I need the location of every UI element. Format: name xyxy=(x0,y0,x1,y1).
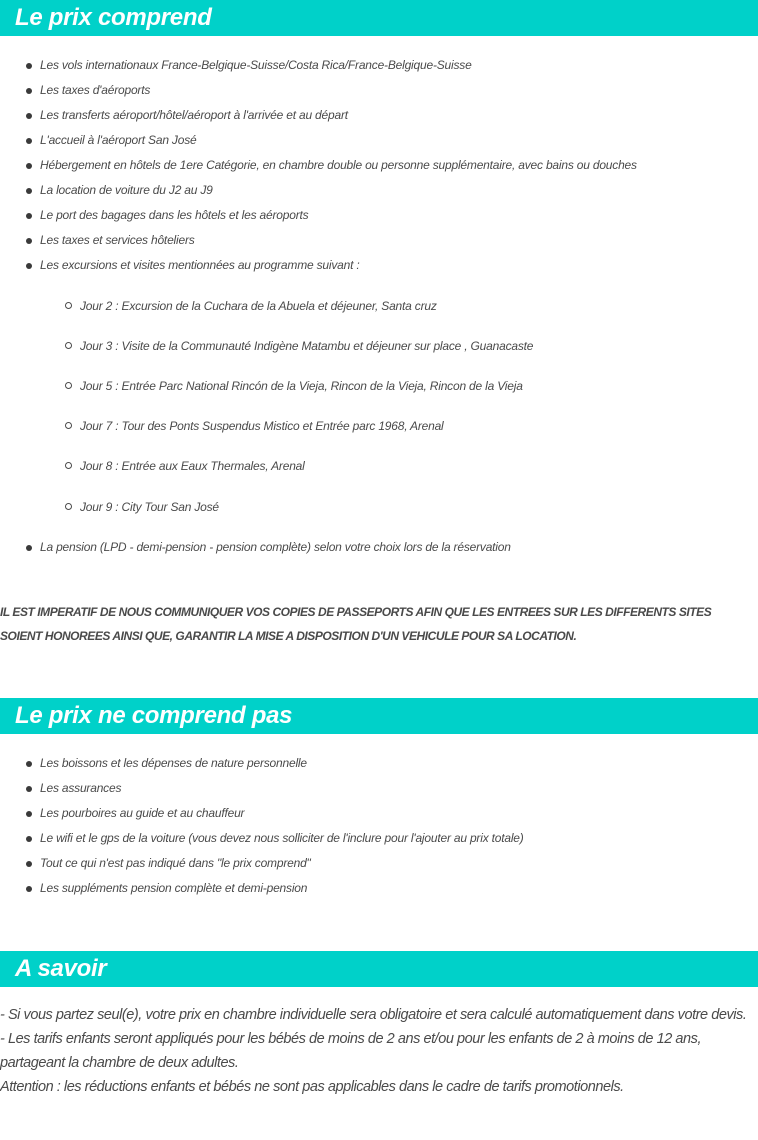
circle-bullet-icon xyxy=(65,422,72,429)
list-item: Le port des bagages dans les hôtels et les aéroports xyxy=(0,203,637,228)
info-paragraph-children-rates: - Les tarifs enfants seront appliqués pour les bébés de moins de 2 ans et/ou pour les enfants de 2 à moins de 12 ans, partageant la chambre de deux adultes. xyxy=(0,1031,702,1071)
bullet-icon xyxy=(26,861,32,867)
bullet-icon xyxy=(26,263,32,269)
section-title-excluded: Le prix ne comprend pas xyxy=(15,702,293,729)
bullet-icon xyxy=(26,163,32,169)
list-item: Tout ce qui n'est pas indiqué dans "le prix comprend" xyxy=(0,851,524,876)
bullet-icon xyxy=(26,113,32,119)
included-list xyxy=(0,53,637,278)
sublist-item: Jour 7 : Tour des Ponts Suspendus Mistico et Entrée parc 1968, Arenal xyxy=(0,416,533,456)
bullet-icon xyxy=(26,188,32,194)
section-title-included: Le prix comprend xyxy=(15,4,212,31)
info-text xyxy=(0,1003,758,1099)
excluded-list xyxy=(0,751,524,901)
list-item: Les vols internationaux France-Belgique-Suisse/Costa Rica/France-Belgique-Suisse xyxy=(0,53,637,78)
sublist-item: Jour 5 : Entrée Parc National Rincón de la Vieja, Rincon de la Vieja, Rincon de la Vieja xyxy=(0,376,533,416)
list-item: Les transferts aéroport/hôtel/aéroport à l'arrivée et au départ xyxy=(0,103,637,128)
section-header-excluded xyxy=(0,698,758,734)
circle-bullet-icon xyxy=(65,462,72,469)
bullet-icon xyxy=(26,213,32,219)
bullet-icon xyxy=(26,786,32,792)
list-item: Le wifi et le gps de la voiture (vous devez nous solliciter de l'inclure pour l'ajouter au prix totale) xyxy=(0,826,524,851)
bullet-icon xyxy=(26,138,32,144)
list-item: L'accueil à l'aéroport San José xyxy=(0,128,637,153)
excursions-sublist xyxy=(0,296,533,536)
list-item: Les assurances xyxy=(0,776,524,801)
list-item: La pension (LPD - demi-pension - pension complète) selon votre choix lors de la réservation xyxy=(0,535,511,560)
sublist-item: Jour 9 : City Tour San José xyxy=(0,497,533,537)
circle-bullet-icon xyxy=(65,302,72,309)
circle-bullet-icon xyxy=(65,503,72,510)
list-item: Les taxes d'aéroports xyxy=(0,78,637,103)
list-item: La location de voiture du J2 au J9 xyxy=(0,178,637,203)
passport-notice xyxy=(0,600,758,648)
bullet-icon xyxy=(26,545,32,551)
bullet-icon xyxy=(26,836,32,842)
section-header-included xyxy=(0,0,758,36)
notice-line-1: IL EST IMPERATIF DE NOUS COMMUNIQUER VOS COPIES DE PASSEPORTS AFIN QUE LES ENTREES SUR LES DIFFERENTS SITES xyxy=(0,605,712,619)
bullet-icon xyxy=(26,238,32,244)
bullet-icon xyxy=(26,811,32,817)
bullet-icon xyxy=(26,886,32,892)
notice-line-2: SOIENT HONOREES AINSI QUE, GARANTIR LA MISE A DISPOSITION D'UN VEHICULE POUR SA LOCATION. xyxy=(0,629,577,643)
sublist-item: Jour 2 : Excursion de la Cuchara de la Abuela et déjeuner, Santa cruz xyxy=(0,296,533,336)
list-item: Les taxes et services hôteliers xyxy=(0,228,637,253)
section-header-info xyxy=(0,951,758,987)
list-item: Hébergement en hôtels de 1ere Catégorie, en chambre double ou personne supplémentaire, avec bains ou douches xyxy=(0,153,637,178)
list-item: Les pourboires au guide et au chauffeur xyxy=(0,801,524,826)
circle-bullet-icon xyxy=(65,342,72,349)
bullet-icon xyxy=(26,761,32,767)
info-paragraph-single-room: - Si vous partez seul(e), votre prix en chambre individuelle sera obligatoire et sera calculé automatiquement dans votre devis. xyxy=(0,1007,747,1023)
included-list-continued xyxy=(0,535,511,560)
list-item: Les boissons et les dépenses de nature personnelle xyxy=(0,751,524,776)
section-title-info: A savoir xyxy=(15,955,107,982)
sublist-item: Jour 3 : Visite de la Communauté Indigène Matambu et déjeuner sur place , Guanacaste xyxy=(0,336,533,376)
circle-bullet-icon xyxy=(65,382,72,389)
info-paragraph-promotions: Attention : les réductions enfants et bébés ne sont pas applicables dans le cadre de tarifs promotionnels. xyxy=(0,1079,624,1095)
bullet-icon xyxy=(26,88,32,94)
list-item: Les excursions et visites mentionnées au programme suivant : xyxy=(0,253,637,278)
list-item: Les suppléments pension complète et demi-pension xyxy=(0,876,524,901)
bullet-icon xyxy=(26,63,32,69)
sublist-item: Jour 8 : Entrée aux Eaux Thermales, Arenal xyxy=(0,456,533,496)
